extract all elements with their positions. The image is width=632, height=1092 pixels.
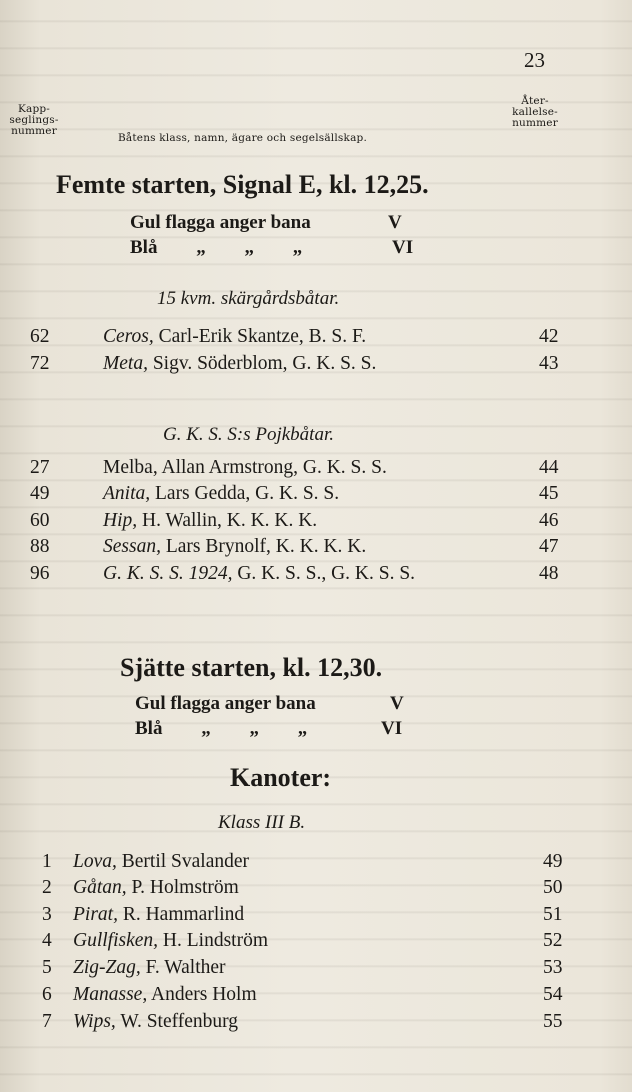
boat-owner: Lars Brynolf, K. K. K. K. [160,536,367,557]
header-boat-description: Båtens klass, namn, ägare och segelsällskap. [118,132,367,144]
boat-owner: H. Wallin, K. K. K. K. [137,510,318,531]
recall-number: 55 [543,1011,563,1032]
boat-owner: Melba, Allan Armstrong, G. K. S. S. [103,457,387,478]
sixth-flag-line-2 [135,718,403,740]
table-row [0,483,632,509]
race-number: 3 [42,904,52,925]
flag-value: VI [392,237,414,258]
recall-number: 46 [539,510,559,531]
boat-entry [103,457,387,479]
flag-value: VI [381,718,403,739]
boat-name: Ceros, [103,326,154,347]
table-row [0,904,632,930]
race-number: 2 [42,877,52,898]
fifth-start-title: Femte starten, Signal E, kl. 12,25. [56,170,429,199]
sixth-flag-line-1 [135,693,404,715]
boat-entry [103,353,376,375]
boat-owner: H. Lindström [158,930,268,951]
recall-number: 48 [539,563,559,584]
boat-name: Pirat, [73,904,118,925]
boat-entry [103,326,366,348]
boat-owner: G. K. S. S., G. K. S. S. [232,563,416,584]
boat-name: Lova, [73,851,117,872]
sixth-start-title: Sjätte starten, kl. 12,30. [120,653,383,682]
boat-name: G. K. S. S. 1924, [103,563,233,584]
recall-number: 45 [539,483,559,504]
boat-owner: F. Walther [140,957,226,978]
table-row [0,1011,632,1037]
race-number: 96 [30,563,50,584]
class-15kvm-heading: 15 kvm. skärgårdsbåtar. [157,288,340,309]
recall-number: 44 [539,457,559,478]
flag-text: Blå „ „ „ [130,237,303,258]
recall-number: 53 [543,957,563,978]
table-row [0,326,632,352]
recall-number: 42 [539,326,559,347]
boat-entry [103,483,339,505]
flag-value: V [390,693,404,714]
boat-entry [103,510,317,532]
flag-value: V [388,212,402,233]
boat-entry [103,563,415,585]
boat-owner: Lars Gedda, G. K. S. S. [150,483,340,504]
race-number: 7 [42,1011,52,1032]
recall-number: 49 [543,851,563,872]
fifth-flag-line-1 [130,212,402,234]
boat-name: Gullfisken, [73,930,159,951]
table-row [0,563,632,589]
header-race-number: Kapp- seglings- nummer [9,103,59,137]
fifth-flag-line-2 [130,237,414,259]
recall-number: 54 [543,984,563,1005]
header-recall-number: Åter- kallelse- nummer [512,95,558,129]
boat-owner: P. Holmström [126,877,239,898]
recall-number: 43 [539,353,559,374]
boat-entry [103,536,366,558]
race-number: 49 [30,483,50,504]
page-number: 23 [524,48,545,72]
boat-name: Wips, [73,1011,116,1032]
recall-number: 52 [543,930,563,951]
boat-name: Zig-Zag, [73,957,141,978]
race-number: 88 [30,536,50,557]
boat-owner: R. Hammarlind [117,904,245,925]
boat-name: Sessan, [103,536,161,557]
boat-name: Anita, [103,483,151,504]
table-row [0,851,632,877]
boat-owner: Anders Holm [147,984,257,1005]
race-number: 27 [30,457,50,478]
table-row [0,930,632,956]
race-number: 60 [30,510,50,531]
boat-entry [73,877,239,899]
flag-text: Blå „ „ „ [135,718,308,739]
boat-owner: Sigv. Söderblom, G. K. S. S. [147,353,377,374]
race-number: 5 [42,957,52,978]
boat-entry [73,984,257,1006]
recall-number: 47 [539,536,559,557]
table-row [0,510,632,536]
boat-name: Hip, [103,510,138,531]
recall-number: 51 [543,904,563,925]
boat-entry [73,1011,238,1033]
flag-text: Gul flagga anger bana [135,693,316,714]
table-row [0,957,632,983]
kanoter-heading: Kanoter: [230,763,332,792]
race-number: 4 [42,930,52,951]
boat-name: Gåtan, [73,877,127,898]
boat-owner: Carl-Erik Skantze, B. S. F. [153,326,367,347]
boat-entry [73,904,244,926]
race-number: 72 [30,353,50,374]
boat-owner: W. Steffenburg [115,1011,239,1032]
recall-number: 50 [543,877,563,898]
class-pojkbatar-heading: G. K. S. S:s Pojkbåtar. [163,424,334,445]
table-row [0,353,632,379]
boat-owner: Bertil Svalander [116,851,250,872]
class-iii-b-heading: Klass III B. [218,812,306,833]
table-row [0,877,632,903]
table-row [0,536,632,562]
table-row [0,984,632,1010]
boat-entry [73,851,249,873]
table-row [0,457,632,483]
race-number: 1 [42,851,52,872]
race-number: 6 [42,984,52,1005]
boat-name: Manasse, [73,984,148,1005]
boat-entry [73,957,226,979]
boat-entry [73,930,268,952]
flag-text: Gul flagga anger bana [130,212,311,233]
boat-name: Meta, [103,353,148,374]
race-number: 62 [30,326,50,347]
